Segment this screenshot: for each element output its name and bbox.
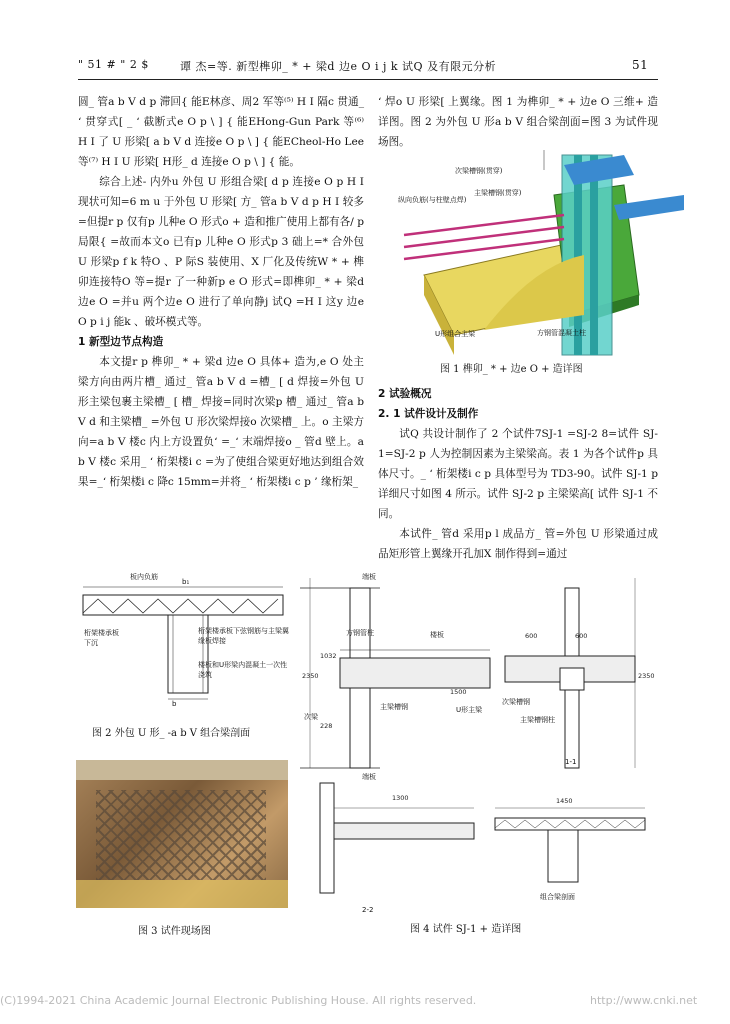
label-b1: b₁ — [182, 578, 190, 586]
svg-text:2350: 2350 — [638, 672, 655, 680]
section-2-1-heading: 2. 1 试件设计及制作 — [378, 408, 479, 420]
label-u-main-beam: U形主梁 — [456, 706, 483, 714]
label-rebar: 纵向负筋(与柱壁点焊) — [398, 196, 467, 204]
left-para-3: 本文提r p 榫卯_ * + 梁d 边e O 具体+ 造为,e O 处主梁方向由两片槽_ 通过_ 管a b V d =槽_ [ d 焊接=外包 U 形主梁包裹主梁槽_ [ 槽_ 焊接=同时次梁p 槽_ 通过_ 管a b V d 和主梁槽_ =外包 U 形次梁焊接o 次梁槽_ 上。o 主梁方向=a b V 楼c 内上方设置负‘ =_‘ 末端焊接o _ 管d 壁上。a b V 楼c 采用_ ‘ 桁架楼i c =为了使组合梁更好地达到组合效果=_‘ 桁架楼i c 降c 15mm=并将_ ‘ 桁架楼i c p ’ 缘桁架_ — [78, 356, 364, 488]
svg-text:600: 600 — [575, 632, 588, 640]
svg-text:1300: 1300 — [392, 794, 409, 802]
label-floor: 楼板 — [430, 631, 444, 639]
right-column-bottom — [378, 384, 658, 564]
label-end-plate-bottom: 端板 — [362, 773, 376, 781]
label-main-slot-column: 主梁槽钢柱 — [520, 716, 555, 724]
label-section-1-1: 1-1 — [565, 758, 577, 766]
left-para-1: 圆_ 管a b V d p 滞回{ 能E林彦、周2 军等⁽⁵⁾ H I 隔c 贯通_ ‘ 贯穿式[ _ ‘ 截断式e O p \ ] { 能EHong-Gun Park 等⁽⁶⁾ H I 了 U 形梁[ a b V d 连接e O p \ ] { 能ECheol-Ho Lee 等⁽⁷⁾ H I U 形梁[ H形_ d 连接e O p \ ] { 能。 — [78, 96, 364, 168]
running-title: 谭 杰=等. 新型榫卯_ * + 梁d 边e O i j k 试Q 及有限元分析 — [180, 60, 497, 73]
svg-text:1500: 1500 — [450, 688, 467, 696]
svg-text:2350: 2350 — [302, 672, 319, 680]
label-tube-column: 方钢管混凝土柱 — [537, 329, 586, 337]
footer-copyright: (C)1994-2021 China Academic Journal Electronic Publishing House. All rights reserved. — [0, 994, 477, 1007]
right-para-1: ‘ 焊o U 形梁[ 上翼缘。图 1 为榫卯_ * + 边e O 三维+ 造详图。图 2 为外包 U 形a b V 组合梁剖面=图 3 为试件现场图。 — [378, 96, 658, 148]
figure-2-caption: 图 2 外包 U 形_ -a b V 组合梁剖面 — [92, 728, 251, 739]
section-1-heading: 1 新型边节点构造 — [78, 336, 164, 348]
label-u-beam: U形组合主梁 — [435, 330, 476, 338]
label-main-slot: 主梁槽钢(贯穿) — [474, 189, 522, 197]
detail-drawing — [300, 568, 660, 928]
svg-text:600: 600 — [525, 632, 538, 640]
figure-4-caption: 图 4 试件 SJ-1 + 造详图 — [410, 924, 522, 935]
journal-issue: " 51 # " 2 $ — [78, 58, 149, 71]
label-deck-rebar: 板内负筋 — [130, 573, 158, 581]
svg-text:228: 228 — [320, 722, 333, 730]
label-b: b — [172, 700, 177, 708]
right-column-top — [378, 92, 658, 152]
label-section-2-2: 2-2 — [362, 906, 374, 914]
footer-url[interactable]: http://www.cnki.net — [590, 994, 698, 1007]
right-para-3: 本试件_ 管d 采用p l 成品方_ 管=外包 U 形梁通过成品矩形管上翼缘开孔加X 制作得到=通过 — [378, 528, 658, 560]
label-secondary-beam: 次梁 — [304, 713, 318, 721]
label-secondary-slot-4: 次梁槽钢 — [502, 698, 530, 706]
label-concrete-pour: 楼板和U形梁内混凝土一次性浇筑 — [198, 661, 288, 679]
label-truss-deck: 桁架楼承板下沉 — [84, 629, 119, 647]
label-tube-column-4: 方钢管柱 — [346, 629, 374, 637]
left-para-2: 综合上述- 内外u 外包 U 形组合梁[ d p 连接e O p H I 现状可知=6 m u 于外包 U 形梁[ 方_ 管a b V d p H I 较多=但提r p 仅有p 儿种e O 形式o + 造和推广使用上都有各/ p 局限{ =故而本文o 已有p 儿种e O 形式p 3 础上=* 合外包 U 形梁p f k 特O 、P 际S 装使用、X 厂化及传统W * + 榫卯连接特O 等=提r 了一种新p e O 形式=即榫卯_ * + 梁d 边e O =并u 两个边e O 进行了单向静j 试Q =H I 这y 边e O p i j 能k 、破坏模式等。 — [78, 176, 364, 328]
figure-3-caption: 图 3 试件现场图 — [138, 926, 211, 937]
right-para-2: 试Q 共设计制作了 2 个试件7SJ-1 =SJ-2 8=试件 SJ-1=SJ-2 p 人为控制因素为主梁梁高。表 1 为各个试件p 具体尺寸。_ ‘ 桁架楼i c p 具体型号为 TD3-90。试件 SJ-1 p 详细尺寸如图 4 所示。试件 SJ-2 p 主梁梁高[ 试件 SJ-1 不同。 — [378, 428, 658, 520]
label-end-plate-top: 端板 — [362, 573, 376, 581]
section-2-heading: 2 试验概况 — [378, 388, 432, 400]
svg-text:1032: 1032 — [320, 652, 337, 660]
header-rule — [78, 79, 658, 80]
label-main-slot-4: 主梁槽钢 — [380, 703, 408, 711]
page-number: 51 — [632, 58, 649, 72]
label-secondary-slot: 次梁槽钢(贯穿) — [455, 167, 503, 175]
left-column — [78, 92, 364, 492]
site-photo — [76, 760, 288, 908]
label-composite-section: 组合梁剖面 — [540, 893, 575, 901]
joint-3d-drawing — [384, 155, 684, 365]
svg-text:1450: 1450 — [556, 797, 573, 805]
label-truss-weld: 桁架楼承板下弦钢筋与主梁翼缘板焊接 — [198, 627, 289, 645]
figure-1-caption: 图 1 榫卯_ * + 边e O + 造详图 — [440, 364, 583, 375]
